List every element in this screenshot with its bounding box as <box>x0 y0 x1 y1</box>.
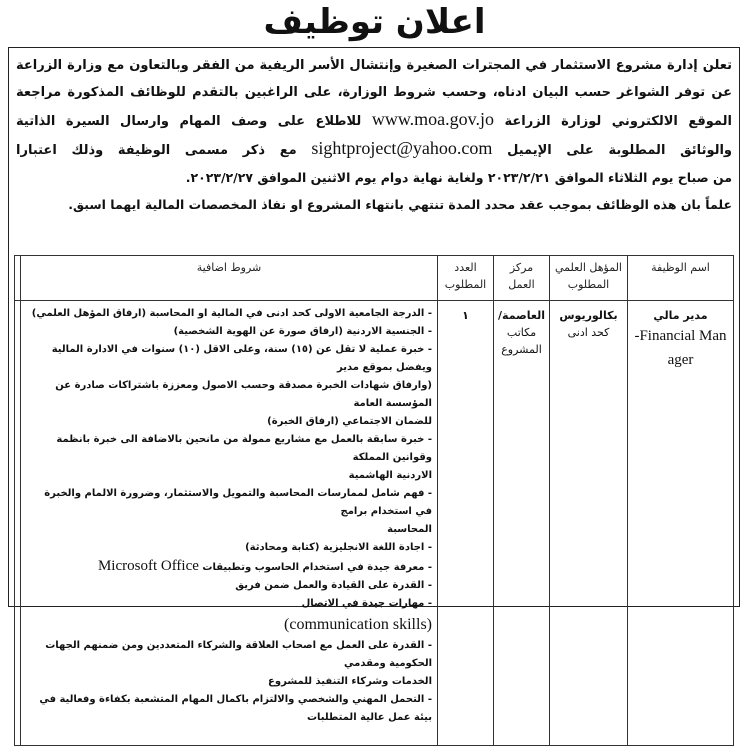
ms-office-text: Microsoft Office <box>97 558 199 574</box>
body-text: والوثائق المطلوبة على الإيميل <box>507 143 733 158</box>
qual-text: بكالوريوس <box>559 309 618 322</box>
center-text: العاصمة/ <box>498 309 545 322</box>
qual-text: كحد ادنى <box>567 326 610 339</box>
body-text: الموقع الالكتروني لوزارة الزراعة <box>504 114 732 129</box>
cell-job <box>628 301 734 746</box>
condition-line: الخدمات وشركاء التنفيذ للمشروع <box>268 676 432 687</box>
condition-line: - التحمل المهني والشخصي والالتزام باكمال المهام المتشعبة بكفاءة وفعالية في بيئة عمل عالية المتطلبات <box>39 694 432 723</box>
body-line: عن توفر الشواغر حسب البيان ادناه، وحسب شروط الوزارة، على الراغبين بالتقدم للوظائف المذكورة مراجعة <box>16 85 732 100</box>
header-conditions: شروط اضافية <box>21 256 438 301</box>
condition-line: للضمان الاجتماعي (ارفاق الخبرة) <box>267 416 432 427</box>
cell-conditions <box>21 301 438 746</box>
email-link[interactable]: sightproject@yahoo.com <box>311 138 493 158</box>
header-center <box>494 256 550 301</box>
header-qualification <box>550 256 628 301</box>
table-row <box>15 301 734 746</box>
website-link[interactable]: www.moa.gov.jo <box>371 109 494 129</box>
condition-line: - خبرة سابقة بالعمل مع مشاريع ممولة من مانحين بالاضافة الى خبرة بانظمة وقوانين المملكة <box>56 434 432 463</box>
body-text: مع ذكر مسمى الوظيفة وذلك اعتبارا <box>16 143 297 158</box>
body-text: للاطلاع على وصف المهام وارسال السيرة الذاتية <box>16 114 362 129</box>
page-title: اعلان توظيف <box>263 2 486 42</box>
job-title-ar: مدير مالي <box>653 309 708 322</box>
body-line <box>16 135 732 164</box>
announcement-body <box>16 52 732 218</box>
table-header-row <box>15 256 734 301</box>
condition-line: - الدرجة الجامعية الاولى كحد ادنى في المالية او المحاسبة (ارفاق المؤهل العلمي) <box>31 308 432 319</box>
condition-line: - القدرة على القيادة والعمل ضمن فريق <box>235 580 432 591</box>
job-title-en: Financial Man- <box>634 328 727 344</box>
condition-line: - مهارات جيدة في الاتصال <box>301 598 432 609</box>
body-line: تعلن إدارة مشروع الاستثمار في المجترات الصغيرة وإنتشال الأسر الريفية من الفقر وبالتعاون مع وزارة الزراعة <box>16 58 732 73</box>
row-edge <box>15 301 21 746</box>
body-line-dates: من صباح يوم الثلاثاء الموافق ٢٠٢٣/٢/٢١ ولغاية نهاية دوام يوم الاثنين الموافق ٢٠٢٣/٢/٢٧. <box>185 170 732 185</box>
condition-line: المحاسبة <box>387 524 432 535</box>
header-count <box>438 256 494 301</box>
condition-line: - خبرة عملية لا تقل عن (١٥) سنة، وعلى الاقل (١٠) سنوات في الادارة المالية ويفضل بموقع مدير <box>51 344 432 373</box>
condition-line: (communication skills) <box>284 616 432 633</box>
header-text: المؤهل العلمي <box>555 261 622 274</box>
center-text: مكاتب <box>506 326 537 339</box>
jobs-table <box>14 255 734 746</box>
condition-line: (وارفاق شهادات الخبرة مصدقة وحسب الاصول ومعززة باشتراكات صادرة عن المؤسسة العامة <box>55 380 432 409</box>
header-text: المطلوب <box>444 278 487 291</box>
header-text: العمل <box>508 278 535 291</box>
condition-line: - الجنسية الاردنية (ارفاق صورة عن الهوية الشخصية) <box>173 326 432 337</box>
header-text: العدد <box>454 261 477 274</box>
header-text: المطلوب <box>567 278 610 291</box>
condition-text: - معرفة جيدة في استخدام الحاسوب وتطبيقات <box>202 562 432 573</box>
header-edge <box>15 256 21 301</box>
header-text: مركز <box>509 261 534 274</box>
cell-center <box>494 301 550 746</box>
body-line-contract: علماً بان هذه الوظائف بموجب عقد محدد المدة تنتهي بانتهاء المشروع او نفاذ المخصصات المالية ايهما اسبق. <box>68 197 732 212</box>
condition-line: - فهم شامل لممارسات المحاسبة والتمويل والاستثمار، وضرورة الالمام والخبرة في استخدام برامج <box>44 488 432 517</box>
job-title-en: ager <box>667 352 694 368</box>
body-line <box>16 106 732 135</box>
condition-line <box>25 557 432 577</box>
center-text: المشروع <box>501 343 542 356</box>
cell-count: ١ <box>438 301 494 746</box>
condition-line: - القدرة على العمل مع اصحاب العلاقة والشركاء المتعددين ومن ضمنهم الجهات الحكومية ومقدمي <box>45 640 432 669</box>
header-job: اسم الوظيفة <box>628 256 734 301</box>
condition-line: - اجادة اللغة الانجليزية (كتابة ومحادثة) <box>245 542 432 553</box>
condition-line: الاردنية الهاشمية <box>348 470 432 481</box>
cell-qualification <box>550 301 628 746</box>
